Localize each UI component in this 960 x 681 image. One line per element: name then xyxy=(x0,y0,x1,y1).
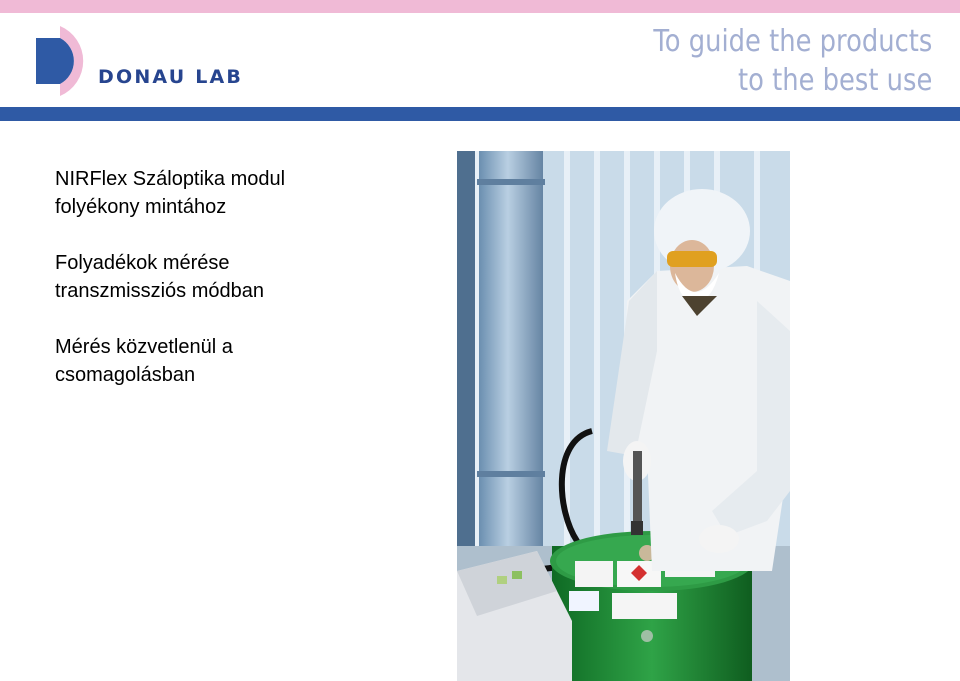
tagline-line-2: to the best use xyxy=(737,63,932,98)
paragraph-transmission xyxy=(55,249,435,305)
para3-line1: Mérés közvetlenül a xyxy=(55,336,233,358)
paragraph-packaging xyxy=(55,333,435,389)
header-pink-bar xyxy=(0,0,960,13)
tagline xyxy=(653,22,932,100)
para1-line2: folyékony mintához xyxy=(55,196,227,218)
para1-line1: NIRFlex Száloptika modul xyxy=(55,168,286,190)
logo-mark-icon xyxy=(30,22,100,100)
slide-text xyxy=(55,165,435,417)
paragraph-fiber-module xyxy=(55,165,435,221)
donau-lab-logo xyxy=(30,22,244,100)
logo-text: DONAU LAB xyxy=(98,66,244,88)
tagline-line-1: To guide the products xyxy=(653,24,932,59)
para3-line2: csomagolásban xyxy=(55,364,196,386)
para2-line1: Folyadékok mérése xyxy=(55,252,230,274)
lab-worker-photo xyxy=(457,151,790,681)
header-blue-bar xyxy=(0,107,960,121)
para2-line2: transzmissziós módban xyxy=(55,280,264,302)
